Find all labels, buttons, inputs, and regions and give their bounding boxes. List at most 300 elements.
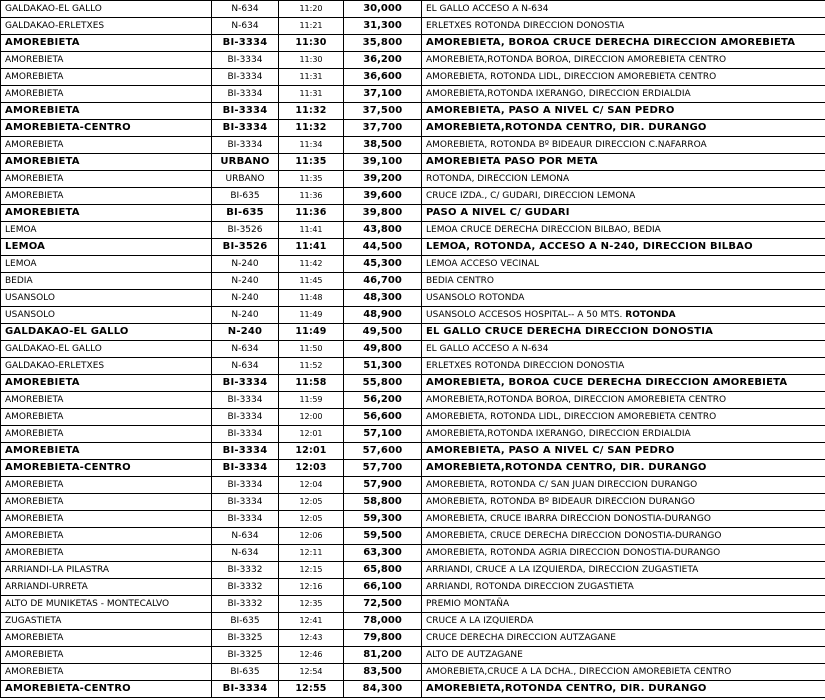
road-cell [212, 103, 279, 120]
reference-cell [422, 630, 825, 647]
reference-cell-text: ARRIANDI, ROTONDA DIRECCION ZUGASTIETA [426, 582, 634, 592]
km-cell [344, 35, 422, 52]
place-cell [1, 545, 212, 562]
km-cell [344, 273, 422, 290]
km-cell [344, 460, 422, 477]
km-cell-text: 83,500 [363, 666, 402, 677]
place-cell [1, 647, 212, 664]
km-cell-text: 31,300 [363, 20, 402, 31]
table-row [1, 426, 825, 443]
place-cell-text: AMOREBIETA [5, 207, 80, 218]
road-cell-text: BI-3325 [227, 633, 263, 643]
place-cell-text: AMOREBIETA [5, 497, 64, 507]
km-cell [344, 392, 422, 409]
time-cell-text: 12:04 [299, 480, 323, 489]
road-cell [212, 562, 279, 579]
place-cell [1, 154, 212, 171]
reference-cell [422, 86, 825, 103]
place-cell-text: AMOREBIETA [5, 445, 80, 456]
reference-cell [422, 256, 825, 273]
reference-cell-text: AMOREBIETA PASO POR META [426, 156, 598, 167]
time-cell-text: 11:30 [295, 37, 327, 48]
place-cell-text: AMOREBIETA [5, 55, 64, 65]
road-cell-text: BI-3332 [227, 599, 263, 609]
road-cell-text: BI-3334 [227, 55, 263, 65]
km-cell-text: 39,100 [362, 156, 403, 167]
reference-cell [422, 681, 825, 698]
time-cell-text: 12:00 [299, 412, 323, 421]
reference-cell [422, 579, 825, 596]
table-row [1, 205, 825, 222]
table-row [1, 341, 825, 358]
place-cell [1, 171, 212, 188]
place-cell-text: AMOREBIETA [5, 174, 64, 184]
reference-cell [422, 358, 825, 375]
road-cell-text: BI-3334 [227, 497, 263, 507]
road-cell-text: BI-3526 [227, 225, 263, 235]
reference-cell [422, 18, 825, 35]
place-cell [1, 562, 212, 579]
road-cell [212, 647, 279, 664]
time-cell-text: 11:48 [299, 293, 323, 302]
time-cell [279, 630, 344, 647]
reference-cell [422, 188, 825, 205]
time-cell [279, 426, 344, 443]
road-cell-text: URBANO [220, 156, 270, 167]
reference-cell-text: AMOREBIETA, ROTONDA C/ SAN JUAN DIRECCION DURANGO [426, 480, 698, 490]
km-cell-text: 36,200 [363, 54, 402, 65]
km-cell-text: 78,000 [363, 615, 402, 626]
road-cell-text: N-634 [231, 21, 259, 31]
road-cell [212, 52, 279, 69]
road-cell [212, 358, 279, 375]
reference-cell [422, 647, 825, 664]
place-cell [1, 18, 212, 35]
time-cell [279, 52, 344, 69]
km-cell-text: 57,600 [362, 445, 403, 456]
reference-cell-text: AMOREBIETA, CRUCE DERECHA DIRECCION DONOSTIA-DURANGO [426, 531, 722, 541]
reference-cell-text: AMOREBIETA, BOROA CRUCE DERECHA DIRECCION AMOREBIETA [426, 37, 796, 48]
time-cell-text: 11:58 [295, 377, 327, 388]
road-cell-text: BI-3334 [227, 89, 263, 99]
reference-cell [422, 137, 825, 154]
time-cell [279, 103, 344, 120]
time-cell [279, 460, 344, 477]
place-cell [1, 528, 212, 545]
km-cell-text: 56,600 [363, 411, 402, 422]
km-cell-text: 49,800 [363, 343, 402, 354]
reference-cell [422, 375, 825, 392]
km-cell [344, 647, 422, 664]
km-cell [344, 86, 422, 103]
reference-cell [422, 120, 825, 137]
km-cell [344, 664, 422, 681]
reference-cell-text: EL GALLO CRUCE DERECHA DIRECCION DONOSTIA [426, 326, 714, 337]
time-cell-text: 11:49 [295, 326, 327, 337]
km-cell-text: 30,000 [363, 3, 402, 14]
place-cell [1, 52, 212, 69]
km-cell-text: 39,800 [362, 207, 403, 218]
road-cell-text: BI-3334 [222, 105, 268, 116]
reference-cell-text: LEMOA ACCESO VECINAL [426, 259, 540, 269]
km-cell [344, 409, 422, 426]
time-cell-text: 12:01 [299, 429, 323, 438]
km-cell [344, 324, 422, 341]
reference-cell [422, 307, 825, 324]
place-cell-text: AMOREBIETA [5, 156, 80, 167]
place-cell-text: AMOREBIETA [5, 395, 64, 405]
time-cell [279, 324, 344, 341]
place-cell [1, 426, 212, 443]
reference-cell-text: AMOREBIETA, CRUCE IBARRA DIRECCION DONOSTIA-DURANGO [426, 514, 711, 524]
place-cell [1, 341, 212, 358]
road-cell [212, 528, 279, 545]
table-row [1, 358, 825, 375]
km-cell-text: 56,200 [363, 394, 402, 405]
road-cell [212, 511, 279, 528]
place-cell [1, 35, 212, 52]
km-cell-text: 81,200 [363, 649, 402, 660]
table-row [1, 477, 825, 494]
road-cell-text: BI-3334 [227, 514, 263, 524]
km-cell-text: 57,700 [362, 462, 403, 473]
road-cell [212, 18, 279, 35]
table-row [1, 137, 825, 154]
reference-cell [422, 69, 825, 86]
road-cell [212, 375, 279, 392]
km-cell-text: 55,800 [362, 377, 403, 388]
reference-cell-text: BEDIA CENTRO [426, 276, 495, 286]
road-cell-text: BI-635 [230, 616, 260, 626]
table-row [1, 596, 825, 613]
road-cell [212, 69, 279, 86]
place-cell [1, 664, 212, 681]
time-cell-text: 12:06 [299, 531, 323, 540]
place-cell [1, 681, 212, 698]
place-cell-text: LEMOA [5, 241, 46, 252]
reference-cell-text: CRUCE A LA IZQUIERDA [426, 616, 534, 626]
time-cell [279, 392, 344, 409]
time-cell [279, 477, 344, 494]
road-cell [212, 443, 279, 460]
reference-cell-text: USANSOLO ROTONDA [426, 293, 525, 303]
reference-cell-text: ARRIANDI, CRUCE A LA IZQUIERDA, DIRECCION ZUGASTIETA [426, 565, 699, 575]
reference-cell-text: AMOREBIETA,ROTONDA IXERANGO, DIRECCION ERDIALDIA [426, 89, 691, 99]
place-cell-text: AMOREBIETA [5, 667, 64, 677]
place-cell-text: ARRIANDI-LA PILASTRA [5, 565, 109, 575]
table-row [1, 69, 825, 86]
road-cell-text: BI-3334 [222, 122, 268, 133]
reference-cell [422, 154, 825, 171]
reference-cell-text: AMOREBIETA,ROTONDA CENTRO, DIR. DURANGO [426, 683, 707, 694]
reference-cell-text: AMOREBIETA,ROTONDA BOROA, DIRECCION AMOREBIETA CENTRO [426, 55, 727, 65]
time-cell [279, 154, 344, 171]
reference-cell [422, 460, 825, 477]
time-cell [279, 409, 344, 426]
reference-cell [422, 324, 825, 341]
km-cell [344, 358, 422, 375]
table-row [1, 273, 825, 290]
time-cell [279, 681, 344, 698]
reference-cell [422, 613, 825, 630]
table-row [1, 307, 825, 324]
road-cell [212, 171, 279, 188]
place-cell [1, 409, 212, 426]
place-cell-text: AMOREBIETA-CENTRO [5, 462, 131, 473]
table-row [1, 18, 825, 35]
table-row [1, 562, 825, 579]
time-cell-text: 12:54 [299, 667, 323, 676]
place-cell [1, 1, 212, 18]
time-cell-text: 11:59 [299, 395, 323, 404]
road-cell-text: BI-3334 [227, 140, 263, 150]
time-cell [279, 443, 344, 460]
reference-cell [422, 205, 825, 222]
road-cell-text: BI-3334 [227, 395, 263, 405]
reference-cell [422, 341, 825, 358]
time-cell [279, 18, 344, 35]
reference-cell-text: AMOREBIETA, ROTONDA LIDL, DIRECCION AMOREBIETA CENTRO [426, 412, 717, 422]
table-row [1, 613, 825, 630]
road-cell [212, 681, 279, 698]
time-cell-text: 12:15 [299, 565, 323, 574]
time-cell-text: 11:41 [299, 225, 323, 234]
place-cell [1, 494, 212, 511]
km-cell [344, 443, 422, 460]
table-row [1, 35, 825, 52]
road-cell-text: BI-3526 [222, 241, 268, 252]
reference-cell-text: AMOREBIETA, ROTONDA Bº BIDEAUR DIRECCION DURANGO [426, 497, 695, 507]
time-cell-text: 11:21 [299, 21, 323, 30]
km-cell [344, 613, 422, 630]
place-cell [1, 273, 212, 290]
time-cell-text: 12:16 [299, 582, 323, 591]
place-cell-text: GALDAKAO-EL GALLO [5, 4, 102, 14]
road-cell [212, 307, 279, 324]
reference-cell [422, 409, 825, 426]
time-cell [279, 341, 344, 358]
table-row [1, 630, 825, 647]
table-row [1, 222, 825, 239]
place-cell [1, 375, 212, 392]
km-cell-text: 37,700 [362, 122, 403, 133]
reference-cell-text: ERLETXES ROTONDA DIRECCION DONOSTIA [426, 361, 625, 371]
km-cell-text: 57,900 [363, 479, 402, 490]
reference-extra-text: ROTONDA [625, 310, 676, 320]
km-cell-text: 84,300 [362, 683, 403, 694]
road-cell [212, 239, 279, 256]
reference-cell-text: AMOREBIETA,ROTONDA CENTRO, DIR. DURANGO [426, 122, 707, 133]
km-cell-text: 39,600 [363, 190, 402, 201]
time-cell [279, 86, 344, 103]
time-cell [279, 137, 344, 154]
place-cell [1, 256, 212, 273]
km-cell [344, 511, 422, 528]
place-cell [1, 596, 212, 613]
place-cell-text: AMOREBIETA-CENTRO [5, 683, 131, 694]
time-cell-text: 11:50 [299, 344, 323, 353]
table-row [1, 647, 825, 664]
road-cell-text: BI-3334 [227, 412, 263, 422]
time-cell-text: 11:52 [299, 361, 323, 370]
table-row [1, 290, 825, 307]
road-cell-text: BI-3334 [222, 37, 268, 48]
place-cell [1, 307, 212, 324]
table-row [1, 528, 825, 545]
km-cell [344, 137, 422, 154]
reference-cell-text: AMOREBIETA, PASO A NIVEL C/ SAN PEDRO [426, 105, 675, 116]
km-cell [344, 545, 422, 562]
place-cell-text: USANSOLO [5, 293, 55, 303]
place-cell-text: GALDAKAO-ERLETXES [5, 21, 105, 31]
reference-cell [422, 1, 825, 18]
table-row [1, 681, 825, 698]
road-cell [212, 273, 279, 290]
reference-cell [422, 562, 825, 579]
km-cell [344, 1, 422, 18]
time-cell [279, 596, 344, 613]
km-cell-text: 45,300 [363, 258, 402, 269]
place-cell [1, 477, 212, 494]
place-cell-text: AMOREBIETA [5, 412, 64, 422]
road-cell [212, 409, 279, 426]
place-cell [1, 239, 212, 256]
table-row [1, 52, 825, 69]
km-cell [344, 494, 422, 511]
place-cell-text: AMOREBIETA [5, 140, 64, 150]
road-cell-text: N-634 [231, 361, 259, 371]
time-cell [279, 494, 344, 511]
table-row [1, 664, 825, 681]
time-cell [279, 545, 344, 562]
road-cell-text: BI-3334 [227, 72, 263, 82]
road-cell-text: BI-635 [230, 191, 260, 201]
time-cell [279, 613, 344, 630]
km-cell-text: 39,200 [363, 173, 402, 184]
table-row [1, 375, 825, 392]
place-cell [1, 137, 212, 154]
km-cell [344, 205, 422, 222]
km-cell-text: 72,500 [363, 598, 402, 609]
place-cell [1, 511, 212, 528]
time-cell [279, 528, 344, 545]
reference-cell [422, 494, 825, 511]
reference-cell-text: CRUCE DERECHA DIRECCION AUTZAGANE [426, 633, 616, 643]
reference-cell [422, 273, 825, 290]
km-cell-text: 37,500 [362, 105, 403, 116]
place-cell [1, 443, 212, 460]
reference-cell [422, 239, 825, 256]
time-cell-text: 11:42 [299, 259, 323, 268]
time-cell-text: 11:32 [295, 105, 327, 116]
road-cell-text: N-240 [231, 259, 259, 269]
road-cell-text: BI-3334 [222, 445, 268, 456]
road-cell [212, 545, 279, 562]
place-cell-text: GALDAKAO-EL GALLO [5, 326, 129, 337]
place-cell-text: AMOREBIETA-CENTRO [5, 122, 131, 133]
km-cell-text: 36,600 [363, 71, 402, 82]
reference-cell-text: CRUCE IZDA., C/ GUDARI, DIRECCION LEMONA [426, 191, 636, 201]
time-cell [279, 562, 344, 579]
km-cell [344, 290, 422, 307]
time-cell-text: 11:31 [299, 72, 323, 81]
place-cell [1, 392, 212, 409]
km-cell [344, 307, 422, 324]
place-cell-text: ZUGASTIETA [5, 616, 62, 626]
reference-cell [422, 511, 825, 528]
table-row [1, 120, 825, 137]
km-cell-text: 66,100 [363, 581, 402, 592]
km-cell [344, 256, 422, 273]
table-row [1, 392, 825, 409]
road-cell-text: N-240 [231, 293, 259, 303]
place-cell [1, 290, 212, 307]
road-cell [212, 86, 279, 103]
road-cell [212, 324, 279, 341]
road-cell [212, 494, 279, 511]
km-cell [344, 52, 422, 69]
km-cell [344, 681, 422, 698]
road-cell [212, 460, 279, 477]
reference-cell [422, 528, 825, 545]
road-cell [212, 120, 279, 137]
road-cell-text: BI-3332 [227, 565, 263, 575]
place-cell [1, 103, 212, 120]
km-cell [344, 222, 422, 239]
km-cell-text: 79,800 [363, 632, 402, 643]
time-cell [279, 205, 344, 222]
km-cell [344, 562, 422, 579]
place-cell [1, 324, 212, 341]
km-cell [344, 239, 422, 256]
time-cell [279, 188, 344, 205]
road-cell-text: N-634 [231, 344, 259, 354]
reference-cell-text: USANSOLO ACCESOS HOSPITAL-- A 50 MTS. [426, 310, 623, 320]
time-cell [279, 358, 344, 375]
reference-cell [422, 443, 825, 460]
reference-cell [422, 545, 825, 562]
place-cell [1, 188, 212, 205]
road-cell-text: N-634 [231, 548, 259, 558]
reference-cell [422, 222, 825, 239]
km-cell [344, 103, 422, 120]
road-cell [212, 579, 279, 596]
table-row [1, 443, 825, 460]
time-cell [279, 256, 344, 273]
time-cell-text: 12:41 [299, 616, 323, 625]
table-row [1, 239, 825, 256]
place-cell [1, 358, 212, 375]
road-cell-text: URBANO [225, 174, 265, 184]
road-cell [212, 205, 279, 222]
road-cell-text: BI-3332 [227, 582, 263, 592]
place-cell-text: AMOREBIETA [5, 429, 64, 439]
time-cell [279, 222, 344, 239]
time-cell-text: 12:03 [295, 462, 327, 473]
reference-cell [422, 392, 825, 409]
table-row [1, 324, 825, 341]
time-cell-text: 11:45 [299, 276, 323, 285]
road-cell [212, 477, 279, 494]
time-cell-text: 11:35 [299, 174, 323, 183]
time-cell-text: 11:41 [295, 241, 327, 252]
reference-cell-text: EL GALLO ACCESO A N-634 [426, 344, 549, 354]
km-cell [344, 596, 422, 613]
time-cell-text: 11:36 [299, 191, 323, 200]
km-cell [344, 154, 422, 171]
km-cell-text: 43,800 [363, 224, 402, 235]
table-row [1, 86, 825, 103]
